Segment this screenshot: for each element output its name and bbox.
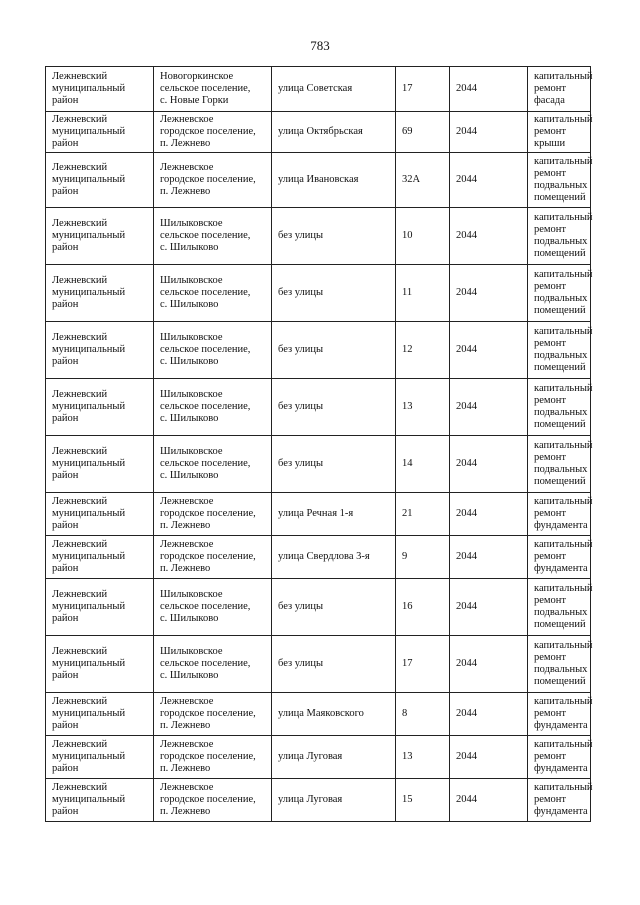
year-cell: 2044 [450, 67, 528, 112]
district-cell: Лежневский муниципальный район [46, 693, 154, 736]
table-row [46, 493, 591, 536]
table-row [46, 322, 591, 379]
year-cell: 2044 [450, 153, 528, 208]
house-number-cell: 17 [396, 636, 450, 693]
house-number-cell: 13 [396, 379, 450, 436]
house-number-cell: 14 [396, 436, 450, 493]
table-row [46, 153, 591, 208]
street-cell: улица Советская [272, 67, 396, 112]
house-number-cell: 9 [396, 536, 450, 579]
year-cell: 2044 [450, 536, 528, 579]
work-type-cell: капитальный ремонт крыши [528, 112, 591, 153]
street-cell: улица Октябрьская [272, 112, 396, 153]
district-cell: Лежневский муниципальный район [46, 265, 154, 322]
street-cell: без улицы [272, 436, 396, 493]
settlement-cell: Лежневское городское поселение, п. Лежнево [154, 779, 272, 822]
table-row [46, 693, 591, 736]
year-cell: 2044 [450, 112, 528, 153]
settlement-cell: Лежневское городское поселение, п. Лежнево [154, 153, 272, 208]
work-type-cell: капитальный ремонт фасада [528, 67, 591, 112]
street-cell: без улицы [272, 322, 396, 379]
year-cell: 2044 [450, 779, 528, 822]
settlement-cell: Шилыковское сельское поселение, с. Шилыково [154, 579, 272, 636]
settlement-cell: Шилыковское сельское поселение, с. Шилыково [154, 265, 272, 322]
house-number-cell: 10 [396, 208, 450, 265]
district-cell: Лежневский муниципальный район [46, 153, 154, 208]
street-cell: улица Свердлова 3-я [272, 536, 396, 579]
district-cell: Лежневский муниципальный район [46, 779, 154, 822]
house-number-cell: 21 [396, 493, 450, 536]
work-type-cell: капитальный ремонт подвальных помещений [528, 436, 591, 493]
district-cell: Лежневский муниципальный район [46, 322, 154, 379]
table-row [46, 112, 591, 153]
district-cell: Лежневский муниципальный район [46, 536, 154, 579]
table-row [46, 379, 591, 436]
year-cell: 2044 [450, 265, 528, 322]
work-type-cell: капитальный ремонт фундамента [528, 736, 591, 779]
house-number-cell: 17 [396, 67, 450, 112]
page-number: 783 [310, 38, 330, 53]
work-type-cell: капитальный ремонт фундамента [528, 693, 591, 736]
year-cell: 2044 [450, 436, 528, 493]
table-body [46, 67, 591, 822]
district-cell: Лежневский муниципальный район [46, 579, 154, 636]
settlement-cell: Шилыковское сельское поселение, с. Шилыково [154, 208, 272, 265]
street-cell: без улицы [272, 579, 396, 636]
table-row [46, 579, 591, 636]
repair-schedule-table [45, 66, 591, 822]
district-cell: Лежневский муниципальный район [46, 493, 154, 536]
year-cell: 2044 [450, 693, 528, 736]
settlement-cell: Шилыковское сельское поселение, с. Шилыково [154, 436, 272, 493]
house-number-cell: 15 [396, 779, 450, 822]
district-cell: Лежневский муниципальный район [46, 112, 154, 153]
work-type-cell: капитальный ремонт фундамента [528, 779, 591, 822]
settlement-cell: Лежневское городское поселение, п. Лежнево [154, 112, 272, 153]
work-type-cell: капитальный ремонт фундамента [528, 493, 591, 536]
settlement-cell: Шилыковское сельское поселение, с. Шилыково [154, 322, 272, 379]
house-number-cell: 16 [396, 579, 450, 636]
district-cell: Лежневский муниципальный район [46, 208, 154, 265]
street-cell: без улицы [272, 379, 396, 436]
table-row [46, 265, 591, 322]
house-number-cell: 11 [396, 265, 450, 322]
street-cell: без улицы [272, 636, 396, 693]
work-type-cell: капитальный ремонт подвальных помещений [528, 636, 591, 693]
street-cell: улица Луговая [272, 779, 396, 822]
district-cell: Лежневский муниципальный район [46, 67, 154, 112]
work-type-cell: капитальный ремонт подвальных помещений [528, 153, 591, 208]
work-type-cell: капитальный ремонт подвальных помещений [528, 322, 591, 379]
house-number-cell: 13 [396, 736, 450, 779]
settlement-cell: Лежневское городское поселение, п. Лежнево [154, 536, 272, 579]
year-cell: 2044 [450, 736, 528, 779]
house-number-cell: 8 [396, 693, 450, 736]
table-row [46, 536, 591, 579]
settlement-cell: Новогоркинское сельское поселение, с. Новые Горки [154, 67, 272, 112]
street-cell: улица Речная 1-я [272, 493, 396, 536]
settlement-cell: Лежневское городское поселение, п. Лежнево [154, 493, 272, 536]
work-type-cell: капитальный ремонт подвальных помещений [528, 265, 591, 322]
district-cell: Лежневский муниципальный район [46, 636, 154, 693]
year-cell: 2044 [450, 208, 528, 265]
street-cell: без улицы [272, 265, 396, 322]
work-type-cell: капитальный ремонт подвальных помещений [528, 208, 591, 265]
table-row [46, 67, 591, 112]
district-cell: Лежневский муниципальный район [46, 436, 154, 493]
table-row [46, 208, 591, 265]
year-cell: 2044 [450, 322, 528, 379]
table-row [46, 779, 591, 822]
street-cell: улица Луговая [272, 736, 396, 779]
house-number-cell: 69 [396, 112, 450, 153]
house-number-cell: 32А [396, 153, 450, 208]
street-cell: улица Маяковского [272, 693, 396, 736]
year-cell: 2044 [450, 379, 528, 436]
table-row [46, 436, 591, 493]
settlement-cell: Лежневское городское поселение, п. Лежнево [154, 693, 272, 736]
work-type-cell: капитальный ремонт подвальных помещений [528, 579, 591, 636]
settlement-cell: Лежневское городское поселение, п. Лежнево [154, 736, 272, 779]
table-row [46, 636, 591, 693]
year-cell: 2044 [450, 493, 528, 536]
settlement-cell: Шилыковское сельское поселение, с. Шилыково [154, 379, 272, 436]
street-cell: улица Ивановская [272, 153, 396, 208]
year-cell: 2044 [450, 579, 528, 636]
district-cell: Лежневский муниципальный район [46, 379, 154, 436]
table-row [46, 736, 591, 779]
work-type-cell: капитальный ремонт фундамента [528, 536, 591, 579]
work-type-cell: капитальный ремонт подвальных помещений [528, 379, 591, 436]
year-cell: 2044 [450, 636, 528, 693]
district-cell: Лежневский муниципальный район [46, 736, 154, 779]
house-number-cell: 12 [396, 322, 450, 379]
street-cell: без улицы [272, 208, 396, 265]
settlement-cell: Шилыковское сельское поселение, с. Шилыково [154, 636, 272, 693]
